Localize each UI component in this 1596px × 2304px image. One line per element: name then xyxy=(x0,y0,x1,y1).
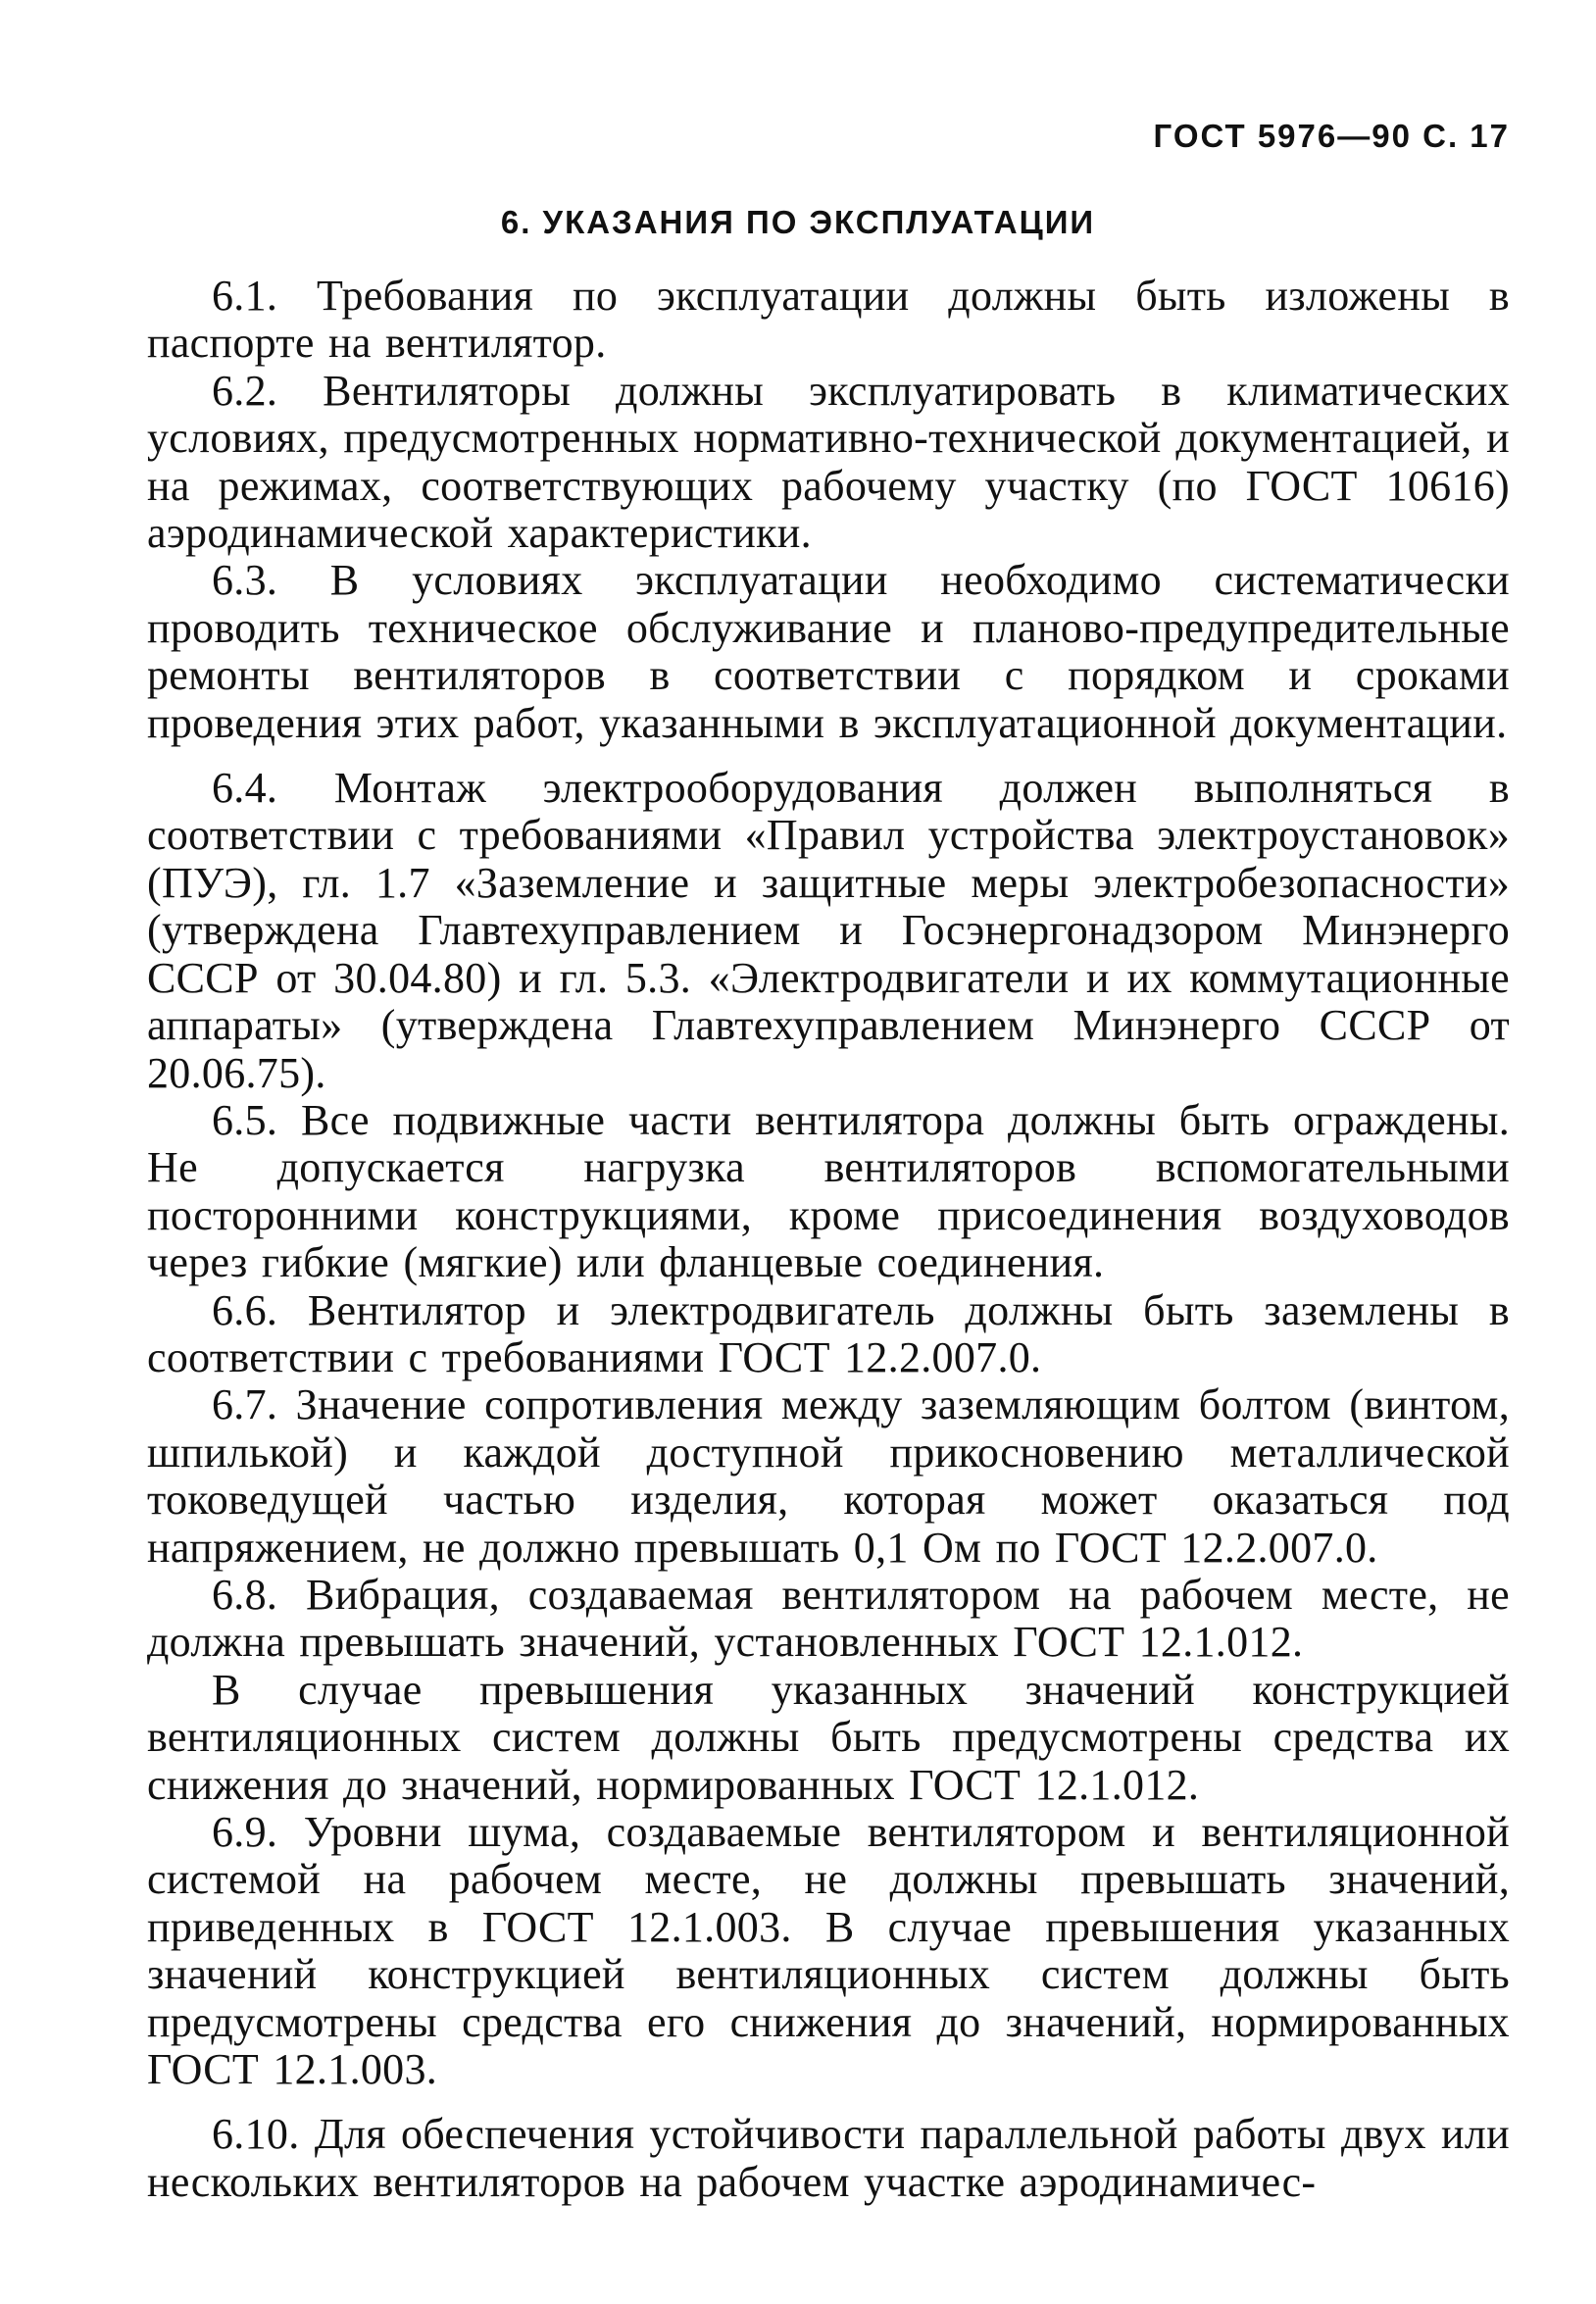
paragraph-6-4: 6.4. Монтаж электрооборудования должен выполняться в соответствии с требованиями «Правил устройства электроустановок» (ПУЭ), гл. 1.7 «Заземление и защитные меры электробезопасности» (утверждена Главтехуправлением и Госэнергонадзором Минэнерго СССР от 30.04.80) и гл. 5.3. «Электродвигатели и их коммутационные аппараты» (утверждена Главтехуправлением Минэнерго СССР от 20.06.75). xyxy=(147,764,1510,1097)
paragraph-6-2: 6.2. Вентиляторы должны эксплуатировать в климатических условиях, предусмотренных нормативно-технической документацией, и на режимах, соответствующих рабочему участку (по ГОСТ 10616) аэродинамической характеристики. xyxy=(147,366,1510,558)
paragraph-6-7: 6.7. Значение сопротивления между заземляющим болтом (винтом, шпилькой) и каждой доступной прикосновению металлической токоведущей частью изделия, которая может оказаться под напряжением, не должно превышать 0,1 Ом по ГОСТ 12.2.007.0. xyxy=(147,1380,1510,1572)
paragraph-6-10: 6.10. Для обеспечения устойчивости параллельной работы двух или нескольких вентиляторов на рабочем участке аэродинамичес- xyxy=(147,2110,1510,2206)
running-header: ГОСТ 5976—90 С. 17 xyxy=(1153,118,1510,154)
paragraph-6-1: 6.1. Требования по эксплуатации должны быть изложены в паспорте на вентилятор. xyxy=(147,272,1510,368)
paragraph-6-8: 6.8. Вибрация, создаваемая вентилятором на рабочем месте, не должна превышать значений, установленных ГОСТ 12.1.012. xyxy=(147,1570,1510,1667)
paragraph-6-6: 6.6. Вентилятор и электродвигатель должны быть заземлены в соответствии с требованиями ГОСТ 12.2.007.0. xyxy=(147,1285,1510,1381)
paragraph-6-3: 6.3. В условиях эксплуатации необходимо систематически проводить техническое обслуживание и планово-предупредительные ремонты вентиляторов в соответствии с порядком и сроками проведения этих работ, указанными в эксплуатационной документации. xyxy=(147,556,1510,747)
paragraph-6-5: 6.5. Все подвижные части вентилятора должны быть ограждены. Не допускается нагрузка вентиляторов вспомогательными посторонними конструкциями, кроме присоединения воздуховодов через гибкие (мягкие) или фланцевые соединения. xyxy=(147,1095,1510,1287)
paragraph-6-9: 6.9. Уровни шума, создаваемые вентилятором и вентиляционной системой на рабочем месте, не должны превышать значений, приведенных в ГОСТ 12.1.003. В случае превышения указанных значений конструкцией вентиляционных систем должны быть предусмотрены средства его снижения до значений, нормированных ГОСТ 12.1.003. xyxy=(147,1808,1510,2094)
section-title: 6. УКАЗАНИЯ ПО ЭКСПЛУАТАЦИИ xyxy=(500,204,1096,240)
section-body xyxy=(147,273,1510,2206)
paragraph-6-8-continuation: В случае превышения указанных значений конструкцией вентиляционных систем должны быть предусмотрены средства их снижения до значений, нормированных ГОСТ 12.1.012. xyxy=(147,1665,1510,1809)
